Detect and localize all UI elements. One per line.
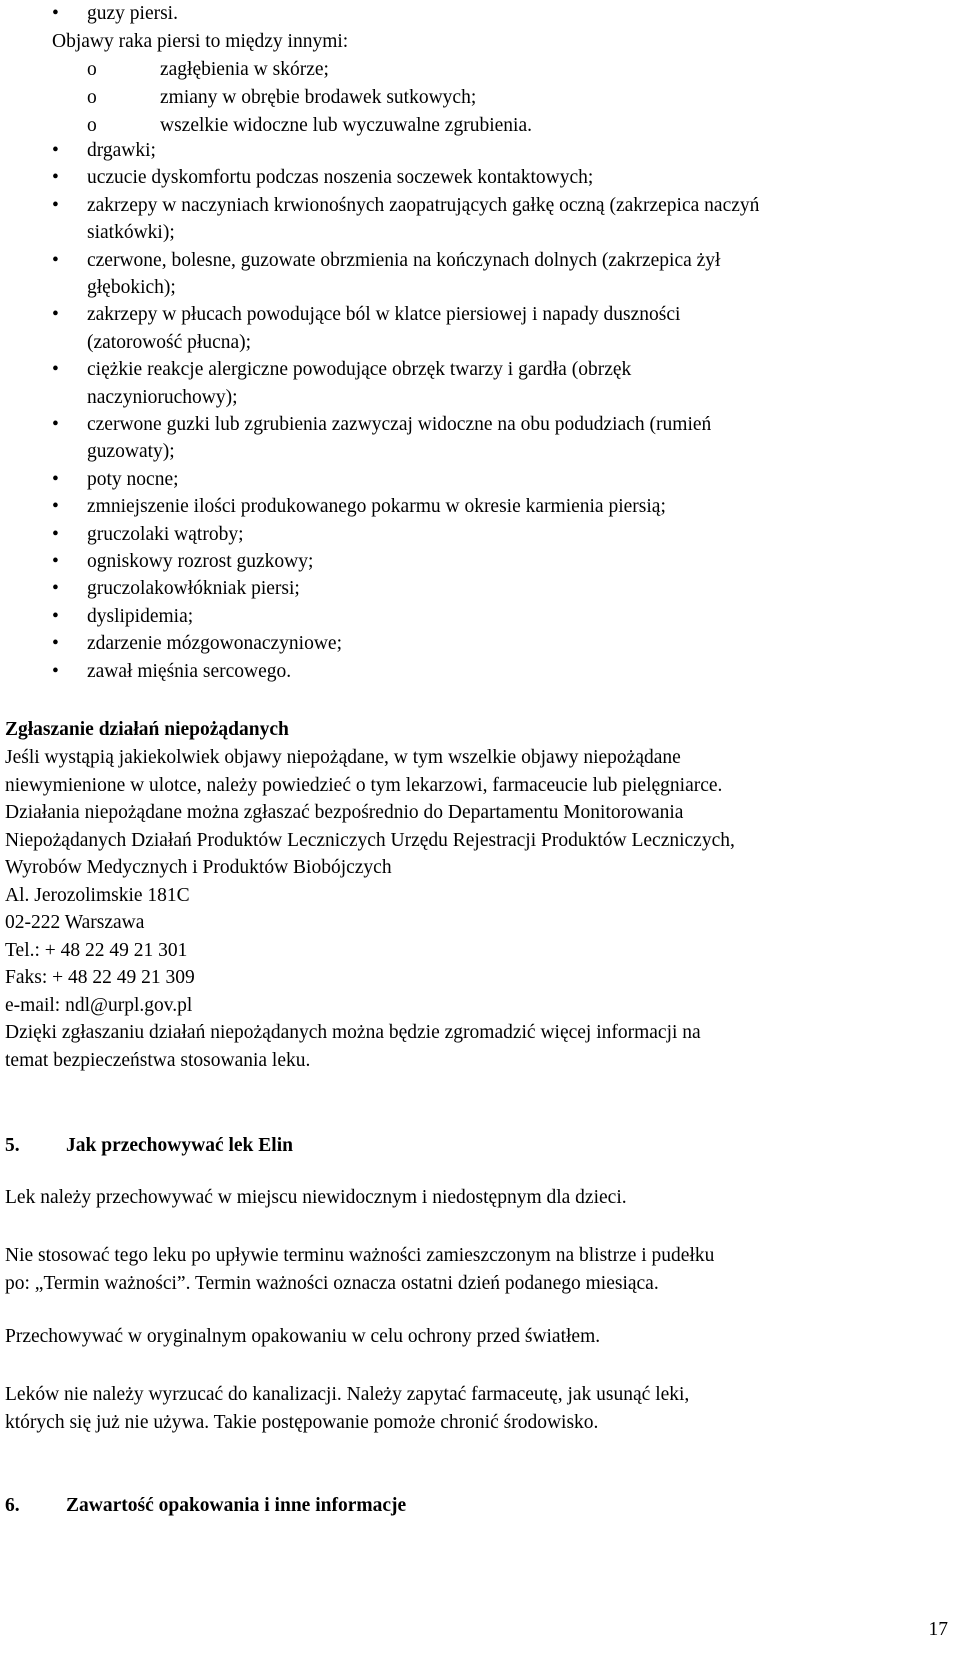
bullet-marker: • [52,633,59,654]
reporting-line: Faks: + 48 22 49 21 309 [5,967,195,988]
reporting-line: Jeśli wystąpią jakiekolwiek objawy niepożądane, w tym wszelkie objawy niepożądane [5,747,681,768]
list-item-text: naczynioruchowy); [87,387,238,408]
section-number: 6. [5,1495,20,1516]
list-item-text: drgawki; [87,140,156,161]
list-item-text: guzy piersi. [87,3,178,24]
list-item-text: gruczolakowłókniak piersi; [87,578,300,599]
list-item-text: zawał mięśnia sercowego. [87,661,292,682]
section-number: 5. [5,1135,20,1156]
bullet-marker: • [52,3,59,24]
list-marker: o [87,115,97,136]
list-marker: o [87,59,97,80]
bullet-marker: • [52,469,59,490]
list-item-text: czerwone guzki lub zgrubienia zazwyczaj widoczne na obu podudziach (rumień [87,414,712,435]
list-item-text: zagłębienia w skórze; [160,59,329,80]
list-item-text: poty nocne; [87,469,179,490]
bullet-marker: • [52,304,59,325]
list-item-text: dyslipidemia; [87,606,194,627]
page-number: 17 [928,1619,948,1640]
bullet-marker: • [52,167,59,188]
reporting-line: temat bezpieczeństwa stosowania leku. [5,1050,311,1071]
bullet-marker: • [52,140,59,161]
list-item-text: gruczolaki wątroby; [87,524,244,545]
reporting-line: Wyrobów Medycznych i Produktów Biobójczych [5,857,392,878]
list-item-text: guzowaty); [87,441,175,462]
reporting-heading: Zgłaszanie działań niepożądanych [5,719,289,740]
paragraph-line: po: „Termin ważności”. Termin ważności oznacza ostatni dzień podanego miesiąca. [5,1273,659,1294]
list-item-text: ciężkie reakcje alergiczne powodujące obrzęk twarzy i gardła (obrzęk [87,359,632,380]
reporting-line: Niepożądanych Działań Produktów Leczniczych Urzędu Rejestracji Produktów Leczniczych, [5,830,735,851]
reporting-line: e-mail: ndl@urpl.gov.pl [5,995,193,1016]
list-item-text: uczucie dyskomfortu podczas noszenia soczewek kontaktowych; [87,167,594,188]
reporting-line: Tel.: + 48 22 49 21 301 [5,940,188,961]
paragraph-line: Lek należy przechowywać w miejscu niewidocznym i niedostępnym dla dzieci. [5,1187,627,1208]
reporting-line: Al. Jerozolimskie 181C [5,885,190,906]
paragraph-line: Nie stosować tego leku po upływie terminu ważności zamieszczonym na blistrze i pudełku [5,1245,715,1266]
reporting-line: Działania niepożądane można zgłaszać bezpośrednio do Departamentu Monitorowania [5,802,684,823]
bullet-marker: • [52,496,59,517]
bullet-marker: • [52,195,59,216]
list-marker: o [87,87,97,108]
list-item-text: zakrzepy w płucach powodujące ból w klatce piersiowej i napady duszności [87,304,681,325]
reporting-line: Dzięki zgłaszaniu działań niepożądanych można będzie zgromadzić więcej informacji na [5,1022,701,1043]
list-item-text: wszelkie widoczne lub wyczuwalne zgrubienia. [160,115,532,136]
list-item-text: (zatorowość płucna); [87,332,252,353]
section-title: Zawartość opakowania i inne informacje [66,1495,407,1516]
list-item-text: zmniejszenie ilości produkowanego pokarmu w okresie karmienia piersią; [87,496,666,517]
breast-cancer-intro: Objawy raka piersi to między innymi: [52,31,349,52]
list-item-text: zdarzenie mózgowonaczyniowe; [87,633,343,654]
bullet-marker: • [52,414,59,435]
list-item-text: zakrzepy w naczyniach krwionośnych zaopatrujących gałkę oczną (zakrzepica naczyń [87,195,760,216]
bullet-marker: • [52,578,59,599]
list-item-text: czerwone, bolesne, guzowate obrzmienia na kończynach dolnych (zakrzepica żył [87,250,721,271]
list-item-text: siatkówki); [87,222,175,243]
list-item-text: zmiany w obrębie brodawek sutkowych; [160,87,477,108]
bullet-marker: • [52,250,59,271]
paragraph-line: Przechowywać w oryginalnym opakowaniu w celu ochrony przed światłem. [5,1326,601,1347]
paragraph-line: których się już nie używa. Takie postępowanie pomoże chronić środowisko. [5,1412,599,1433]
reporting-line: 02-222 Warszawa [5,912,145,933]
bullet-marker: • [52,551,59,572]
bullet-marker: • [52,606,59,627]
bullet-marker: • [52,524,59,545]
list-item-text: ogniskowy rozrost guzkowy; [87,551,314,572]
section-title: Jak przechowywać lek Elin [66,1135,293,1156]
reporting-line: niewymienione w ulotce, należy powiedzieć o tym lekarzowi, farmaceucie lub pielęgniarce. [5,775,723,796]
bullet-marker: • [52,359,59,380]
list-item-text: głębokich); [87,277,176,298]
paragraph-line: Leków nie należy wyrzucać do kanalizacji. Należy zapytać farmaceutę, jak usunąć leki, [5,1384,690,1405]
bullet-marker: • [52,661,59,682]
